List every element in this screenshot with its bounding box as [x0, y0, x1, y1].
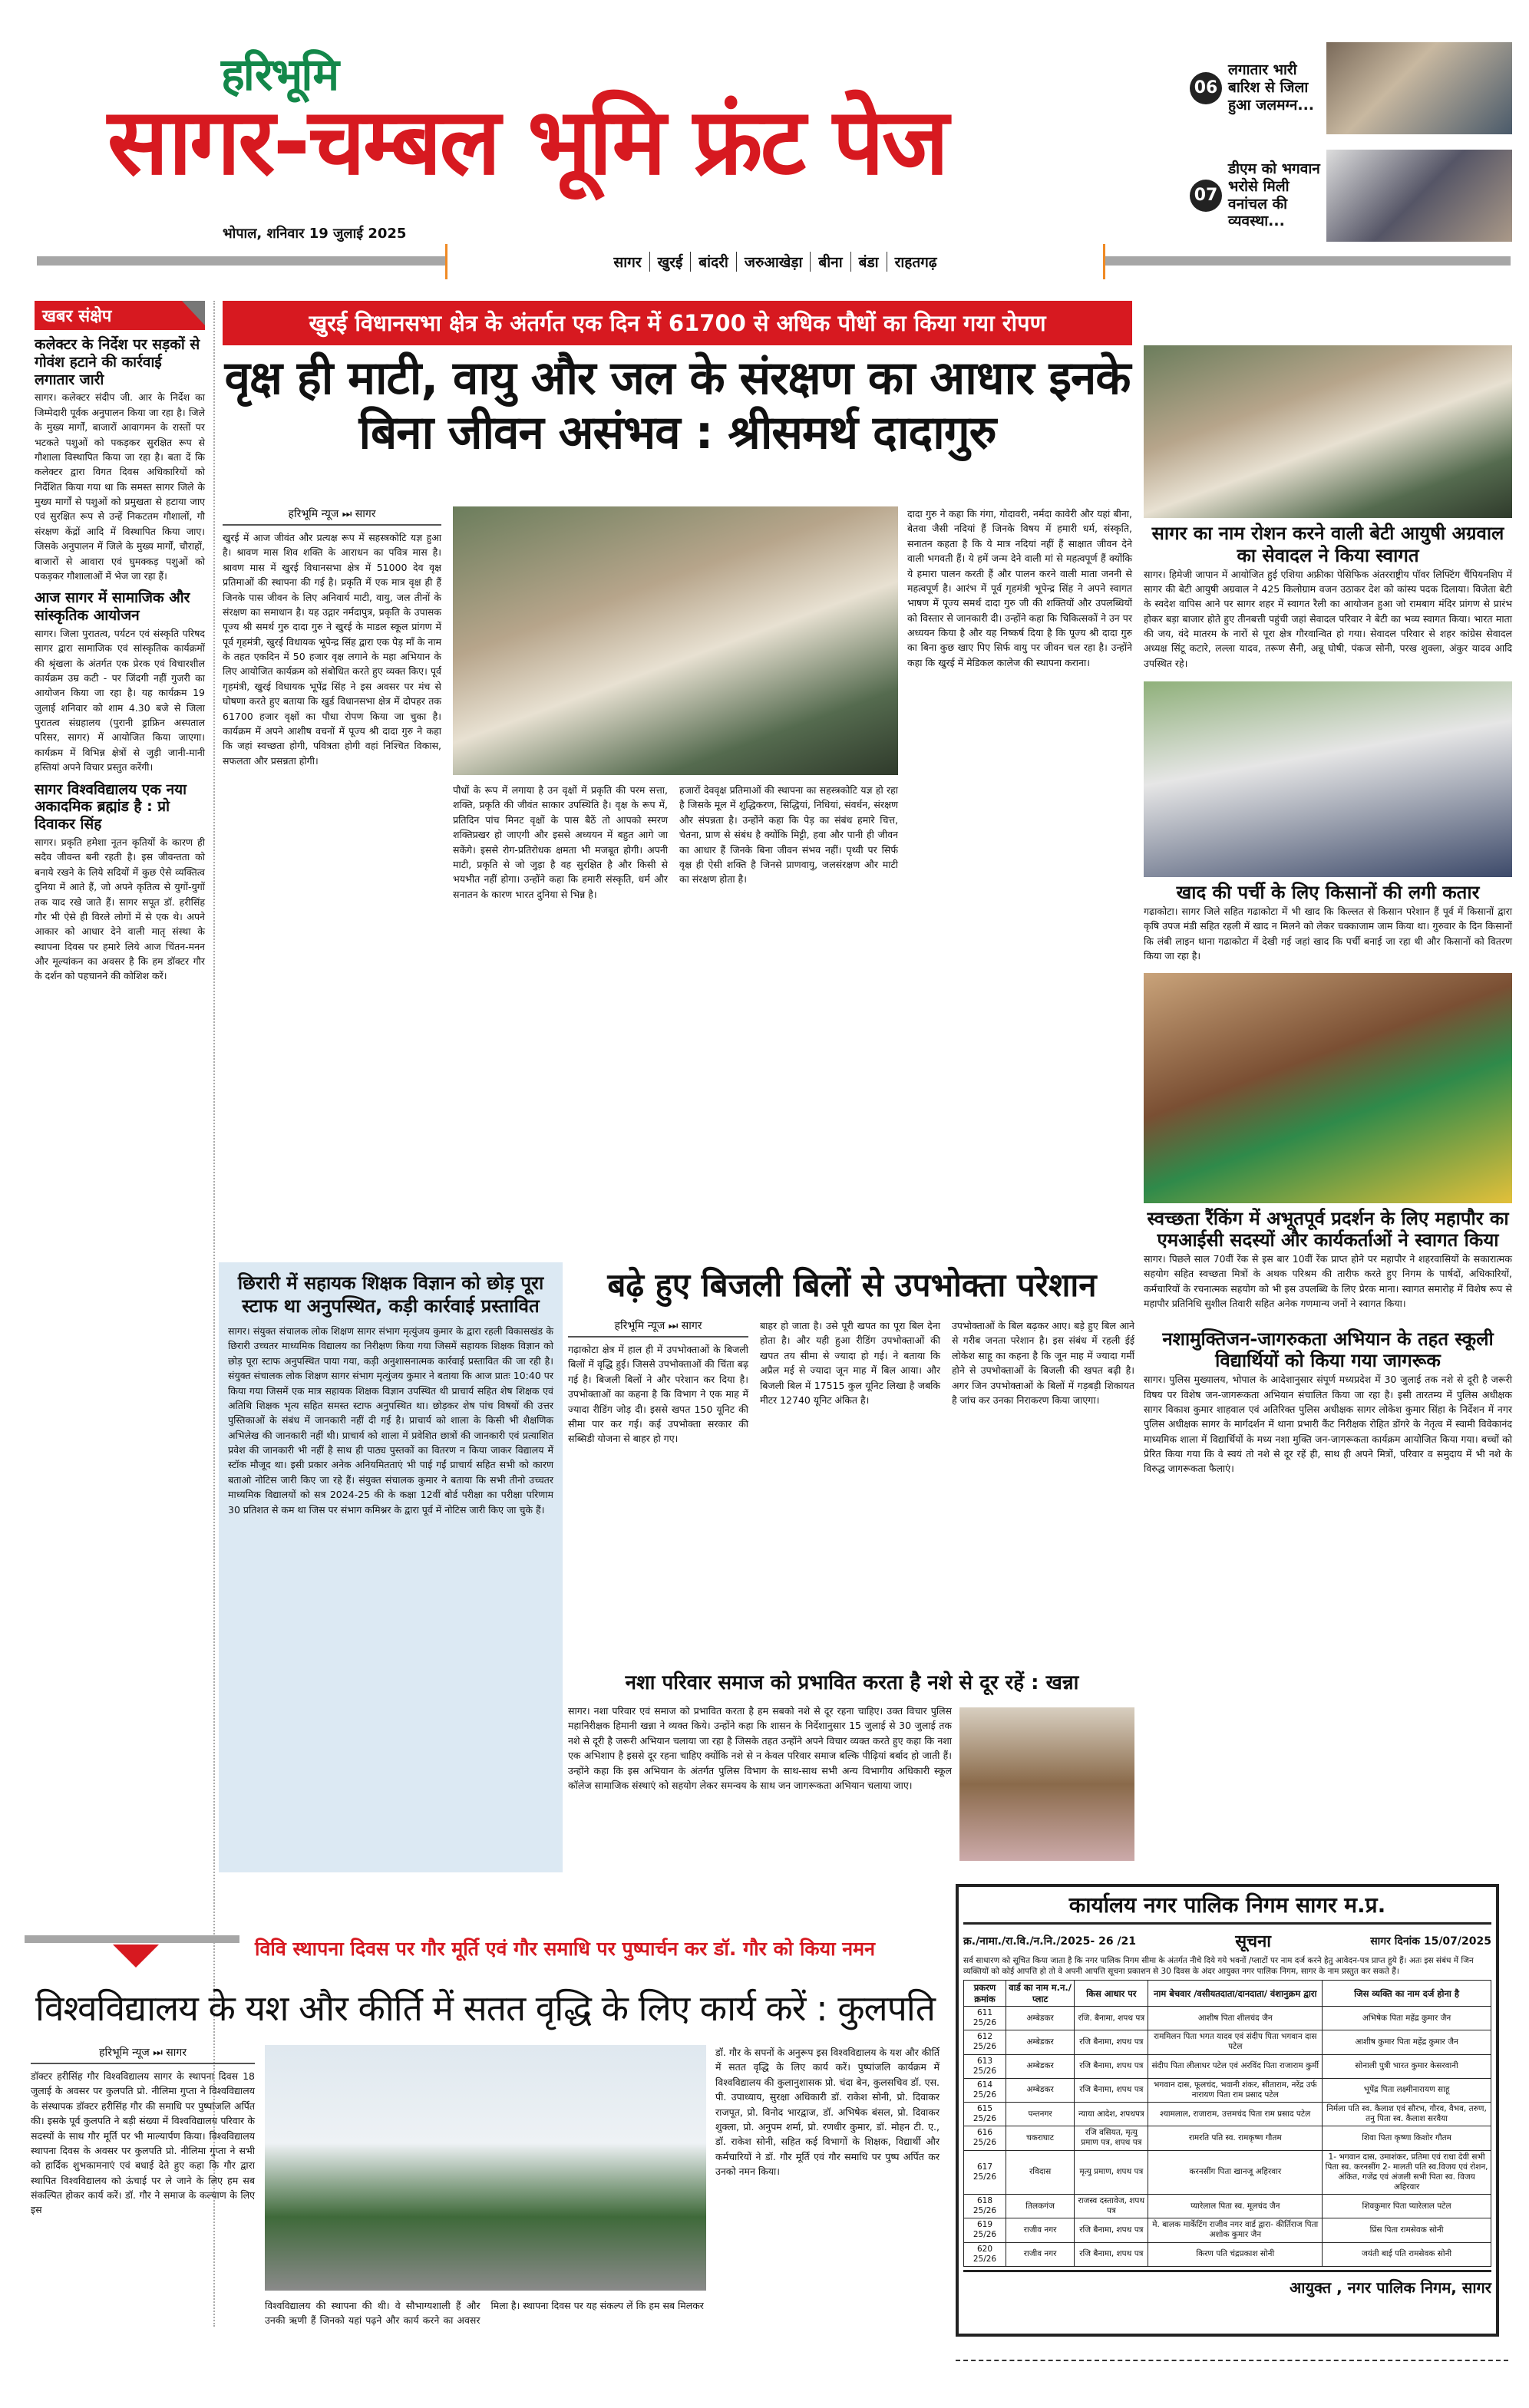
table-cell: अम्बेडकर [1006, 2030, 1074, 2054]
column-header: किस आधार पर [1075, 1981, 1148, 2007]
table-cell: सोनाली पुत्री भारत कुमार केसरवानी [1323, 2054, 1491, 2078]
table-row [964, 2078, 1491, 2102]
table-row [964, 2054, 1491, 2078]
table-row [964, 2103, 1491, 2126]
table-row [964, 2242, 1491, 2266]
story-body: उपभोक्ताओं के बिल बढ़कर आए। बड़े हुए बिल आने से गरीब जनता परेशान है। इस संबंध में रहली ईई लोकेश साहू का कहना है कि जून माह में ज्यादा गर्मी होने से उपभोक्ताओं के बिजली की खपत बढ़ी है। अगर जिन उपभोक्ताओं के बिलों में गड़बड़ी शिकायत है जांच कर उनका निराकरण किया जाएगा। [952, 1320, 1134, 1406]
story-headline: बढ़े हुए बिजली बिलों से उपभोक्ता परेशान [607, 1266, 1097, 1304]
table-cell: 618 25/26 [964, 2195, 1006, 2218]
story-headline: खाद की पर्ची के लिए किसानों की लगी कतार [1176, 882, 1480, 904]
story-body: सागर। नशा परिवार एवं समाज को प्रभावित करता है हम सबको नशे से दूर रहना चाहिए। उक्त विचार पुलिस महानिरीक्षक हिमानी खन्ना ने व्यक्त किये। उन्होंने कहा कि शासन के निर्देशानुसार 15 जुलाई से 30 जुलाई तक नशे से दूरी है जरूरी अभियान चलाया जा रहा है जिसके तहत उन्होंने अपने विचार व्यक्त करते हुए कहा कि नशा एक अभिशाप है इससे दूर रहना चाहिए क्योंकि नशे से न केवल परिवार समाज बल्कि पीढ़ियां बर्बाद हो जाती हैं। उन्होंने कहा कि इस अभियान के अंतर्गत पुलिस विभाग के साथ-साथ सभी अन्य विभागीय अधिकारी स्कूल कॉलेज सामाजिक संस्थाएं को सहयोग लेकर समन्वय के साथ जन जागरूकता अभियान चलाया जाए। [568, 1705, 952, 1791]
brief-body: सागर। प्रकृति हमेशा नूतन कृतियों के कारण ही सदैव जीवन्त बनी रहती है। इस जीवन्तता को बनाये रखने के लिये सदियों में कुछ ऐसे व्यक्तित्व दुनिया में आते हैं, जो अपने कृतित्व से युगों-युगों तक याद रखे जाते हैं। सागर सपूत डॉ. हरीसिंह गौर भी ऐसे ही विरले लोगों में से एक थे। अपने आकार को आधार देने वाली मातृ संस्था के स्थापना दिवस पर हमारे लिये आज चिंतन-मनन और मूल्यांकन का अवसर है कि हम डॉक्टर गौर के दर्शन को पहचानने की कोशिश करें। [35, 836, 205, 982]
nav-item-khurai[interactable]: खुरई [649, 252, 691, 272]
table-cell: रविदास [1006, 2150, 1074, 2195]
lead-headline: वृक्ष ही माटी, वायु और जल के संरक्षण का आधार इनके बिना जीवन असंभव : श्रीसमर्थ दादागुरु [224, 351, 1131, 460]
nav-item-jaruakheda[interactable]: जरुआखेड़ा [736, 252, 811, 272]
table-cell: न्याया आदेश, शपथपत्र [1075, 2103, 1148, 2126]
news-brief-column [35, 301, 205, 984]
table-cell: 613 25/26 [964, 2054, 1006, 2078]
table-cell: संदीप पिता लीलाधर पटेल एवं अरविंद पिता राजाराम कुर्मी [1148, 2054, 1323, 2078]
table-cell: 619 25/26 [964, 2218, 1006, 2242]
story-headline: छिरारी में सहायक शिक्षक विज्ञान को छोड़ पूरा स्टाफ था अनुपस्थित, कड़ी कार्रवाई प्रस्तावित [237, 1272, 544, 1317]
notice-date: सागर दिनांक 15/07/2025 [1370, 1935, 1491, 1948]
table-cell: रजि बैनामा, शपथ पत्र [1075, 2078, 1148, 2102]
story-headline: स्वच्छता रैंकिंग में अभूतपूर्व प्रदर्शन के लिए महापौर का एमआईसी सदस्यों और कार्यकर्ताओं ने स्वागत किया [1147, 1207, 1509, 1252]
story-body: डॉ. गौर के सपनों के अनुरूप इस विश्वविद्यालय के यश और कीर्ति में सतत वृद्धि के लिए कार्य करें। पुष्पांजलि कार्यक्रम में विश्वविद्यालय की कुलानुशासक प्रो. चंदा बेन, कुलसचिव डॉ. एस. पी. उपाध्याय, सुरक्षा अधिकारी डॉ. राकेश सोनी, प्रो. दिवाकर राजपूत, प्रो. विनोद भारद्वाज, डॉ. अभिषेक बंसल, प्रो. दिवाकर शुक्ला, प्रो. अनुपम शर्मा, प्रो. रणधीर कुमार, डॉ. मोहन टी. ए., डॉ. राकेश सोनी, सहित कई विभागों के शिक्षक, विद्यार्थी और कर्मचारियों ने डॉ. गौर मूर्ति एवं गौर समाधि पर पुष्प अर्पित कर उनको नमन किया। [715, 2047, 940, 2177]
table-cell: रजि. बैनामा, शपथ पत्र [1075, 2007, 1148, 2030]
table-cell: रजि बैनामा, शपथ पत्र [1075, 2054, 1148, 2078]
table-cell: करनसींग पिता खानजू अहिरवार [1148, 2150, 1323, 2195]
banner-bar [25, 1935, 239, 1943]
table-cell: प्यारेलाल पिता स्व. मूलचंद जैन [1148, 2195, 1323, 2218]
table-cell: 620 25/26 [964, 2242, 1006, 2266]
story-headline: विश्वविद्यालय के यश और कीर्ति में सतत वृद्धि के लिए कार्य करें : कुलपति [35, 1987, 935, 2029]
school-inspection-story [219, 1262, 563, 1872]
page-title: सागर-चम्बल भूमि फ्रंट पेज [107, 89, 947, 196]
table-cell: 1- भगवान दास, उमाशंकर, प्रतिमा एवं राधा देवी सभी पिता स्व. करनसींग 2- मालती पति स्व.विजय एवं रोशन, अंकित, गजेंद्र एवं अंजली सभी पिता स्व. विजय अहिरवार [1323, 2150, 1491, 2195]
table-cell: 612 25/26 [964, 2030, 1006, 2054]
section-label: खबर संक्षेप [35, 301, 205, 330]
story-headline: सागर का नाम रोशन करने वाली बेटी आयुषी अग्रवाल का सेवादल ने किया स्वागत [1151, 523, 1504, 566]
ig-khanna-photo [959, 1707, 1134, 1861]
table-cell: राजीव नगर [1006, 2242, 1074, 2266]
table-row [964, 2218, 1491, 2242]
table-row [964, 2150, 1491, 2195]
table-cell: 616 25/26 [964, 2126, 1006, 2150]
table-cell: चकराघाट [1006, 2126, 1074, 2150]
table-cell: तिलकगंज [1006, 2195, 1074, 2218]
column-header: वार्ड का नाम म.न./प्लाट [1006, 1981, 1074, 2007]
mayor-welcome-photo [1144, 973, 1512, 1203]
lead-kicker: खुरई विधानसभा क्षेत्र के अंतर्गत एक दिन में 61700 से अधिक पौधों का किया गया रोपण [223, 301, 1132, 345]
story-headline: नशा परिवार समाज को प्रभावित करता है नशे से दूर रहें : खन्ना [625, 1671, 1079, 1694]
story-body: बाहर हो जाता है। उसे पूरी खपत का पूरा बिल देना होता है। और यही हुआ रीडिंग उपभोक्ताओं की खपत तय सीमा से ज्यादा हो गई। ने बताया कि अप्रैल मई से ज्यादा जून माह में बिल आया। और बिजली बिल में 17515 कुल यूनिट लिखा है जबकि मीटर 12740 यूनिट अंकित है। [760, 1320, 940, 1406]
brief-headline: आज सागर में सामाजिक और सांस्कृतिक आयोजन [35, 589, 190, 625]
article-text: पौधों के रूप में लगाया है उन वृक्षों में प्रकृति की परम सत्ता, शक्ति, प्रकृति की जीवंत साकार उपस्थिति है। वृक्ष के रूप में, प्रतिदिन पांच मिनट वृक्षों के पास बैठें तो आपको स्मरण शक्तिप्रखर हो जाएगी और इससे अध्ययन में बहुत आगे जा सकेंगे। इससे रोग-प्रतिरोधक क्षमता भी मजबूत होगी। अपनी माटी, प्रकृति से जो जुड़ा है वह सुरक्षित है और किसी से भयभीत नहीं होगा। उन्होंने कहा कि हमारी संस्कृति, धर्म और सनातन के कारण भारत दुनिया से भिन्न है। [453, 784, 668, 900]
story-body: गढाकोटा। सागर जिले सहित गढाकोटा में भी खाद कि किल्लत से किसान परेशान हैं पूर्व में किसानों द्वारा कृषि उपज मंडी सहित रहली में खाद न मिलने को लेकर चक्काजाम जाम किया था। गुरुवार के दिन किसानों कि लंबी लाइन थाना गढाकोटा में देखी गई जहां खाद कि पर्ची बनाई जा रहा थी और किसानों को वितरण किया जा रहा है। [1144, 905, 1512, 962]
table-cell: रजि वसियत, मृत्यु प्रमाण पत्र, शपथ पत्र [1075, 2126, 1148, 2150]
byline: हरिभूमि न्यूज ⏭ सागर [568, 1318, 748, 1338]
table-cell: रामरति पति स्व. रामकृष्ण गौतम [1148, 2126, 1323, 2150]
table-cell: 611 25/26 [964, 2007, 1006, 2030]
story-body: गढ़ाकोटा क्षेत्र में हाल ही में उपभोक्ताओं के बिजली बिलों में वृद्धि हुई। जिससे उपभोक्ताओं की चिंता बढ़ गई है। बिजली बिलों ने और परेशान कर दिया है। उपभोक्ताओं का कहना है कि विभाग ने एक माह में ज्यादा रीडिंग जोड़ दी। इससे खपत 150 यूनिट की सीमा पार कर गई। कई उपभोक्ता सरकार की सब्सिडी योजना से बाहर हो गए। [568, 1344, 748, 1445]
nav-item-bandri[interactable]: बांदरी [690, 252, 736, 272]
table-cell: रजि बैनामा, शपथ पत्र [1075, 2030, 1148, 2054]
ayushi-welcome-photo [1144, 345, 1512, 518]
story-body: सागर। पिछले साल 70वीं रेंक से इस बार 10वीं रेंक प्राप्त होने पर महापौर ने शहरवासियों के सकारात्मक सहयोग सहित स्वच्छता मित्रों के अथक परिश्रम की तारीफ करते हुए निगम के पार्षदों, अधिकारियों, कर्मचारियों के रचनात्मक सहयोग को भी इस उपलब्धि के लिए प्रेरक माना। स्वागत समारोह में विशेष रूप से महापौर प्रतिनिधि सुशील तिवारी सहित अनेक गणमान्य जनों ने स्वागत किया। [1144, 1253, 1512, 1310]
table-cell: जयंती बाई पति रामसेवक सोनी [1323, 2242, 1491, 2266]
table-cell: भूपेंद्र पिता लक्ष्मीनारायण साहू [1323, 2078, 1491, 2102]
tree-planting-photo [453, 506, 898, 775]
table-cell: अम्बेडकर [1006, 2007, 1074, 2030]
teaser-text: डीएम को भगवान भरोसे मिली वनांचल की व्यवस्था... [1228, 160, 1320, 230]
byline: हरिभूमि न्यूज ⏭ सागर [223, 506, 441, 526]
page-number-badge: 07 [1190, 180, 1222, 212]
teaser-photo [1326, 150, 1512, 242]
story-body: सागर। संयुक्त संचालक लोक शिक्षण सागर संभाग मृत्युंजय कुमार के द्वारा रहली विकासखंड के छिरारी उच्चतर माध्यमिक विद्यालय का निरीक्षण किया गया जिसमें सहायक शिक्षक विज्ञान को छोड़ पूरा स्टाफ अनुपस्थित पाया गया, कड़ी अनुशासनात्मक कार्रवाई प्रस्तावित की जा रही है। संयुक्त संचालक लोक शिक्षण सागर संभाग मृत्युंजय कुमार ने बताया कि आज प्रातः 10:40 पर किया गया जिसमें एक मात्र सहायक शिक्षक विज्ञान उपस्थित थी प्राचार्य सहित शेष शिक्षक एवं अतिथि शिक्षक भृत्य सहित समस्त स्टाफ अनुपस्थित था। छोड़कर शेष पांच विषयों की उत्तर पुस्तिकाओं के संबंध में जानकारी नहीं दी गई है। प्राचार्य को शाला के किसी भी शैक्षणिक अभिलेख की जानकारी नहीं थी। प्राचार्य को शाला में प्रवेशित छात्रों की जानकारी एवं प्रत्याशित प्रवेश की जानकारी भी नहीं है साथ ही पाठ्य पुस्तकों का वितरण न किया जाकर विद्यालय में स्टॉक मौजूद था। इसी प्रकार अनेक अनियमितताएं भी पाई गईं प्राचार्य सहित सभी को कारण बताओ नोटिस जारी किए जा रहे हैं। संयुक्त संचालक कुमार ने बताया कि सभी तीनो उच्चतर माध्यमिक विद्यालयों को सत्र 2024-25 की के कक्षा 12वीं बोर्ड परीक्षा का परीक्षा परिणाम 30 प्रतिशत से कम था जिस पर संभाग कमिश्नर के द्वारा पूर्व में नोटिस जारी किए जा चुके हैं। [228, 1325, 553, 1516]
dateline: भोपाल, शनिवार 19 जुलाई 2025 [223, 226, 407, 242]
nav-item-rahatgarh[interactable]: राहतगढ़ [887, 252, 945, 272]
teaser-item[interactable] [1190, 40, 1512, 136]
column-header: नाम बेचवार /वसीयतदाता/दानदाता/ वंशानुक्रम द्वारा [1148, 1981, 1323, 2007]
notice-ref: क्र./नामा./रा.वि./न.नि./2025- 26 /21 [963, 1935, 1137, 1948]
table-cell: राममिलन पिता भगत यादव एवं संदीप पिता भगवान दास पटेल [1148, 2030, 1323, 2054]
story-kicker: विवि स्थापना दिवस पर गौर मूर्ति एवं गौर समाधि पर पुष्पार्चन कर डॉ. गौर को किया नमन [255, 1938, 876, 1960]
brief-headline: कलेक्टर के निर्देश पर सड़कों से गोवंश हटाने की कार्रवाई लगातार जारी [35, 336, 200, 388]
table-cell: शिवा पिता कृष्णा किशोर गौतम [1323, 2126, 1491, 2150]
table-cell: 615 25/26 [964, 2103, 1006, 2126]
table-row [964, 2126, 1491, 2150]
table-cell: किरण पति चंद्रप्रकाश सोनी [1148, 2242, 1323, 2266]
story-body: सागर। हिमेजी जापान में आयोजित हुई एशिया अफ्रीका पेसिफिक अंतरराष्ट्रीय पॉवर लिफ्टिंग चैंपियनशिप में सागर की बेटी आयुषी अग्रवाल ने 425 किलोग्राम वजन उठाकर देश को कांस्य पदक दिलाया। विजेता बेटी के स्वदेश वापिस आने पर सागर शहर में स्वागत रैली का आयोजन हुआ जो रामबाग मंदिर प्रांगण से प्रारंभ होकर बड़ा बाजार होते हुए तीनबत्ती पहुंची जहां सेवादल परिवार ने बेटी का भव्य स्वागत किया। भारत माता की जय, वंदे मातरम के नारों से पूरा क्षेत्र गौरवान्वित हो गया। सेवादल परिवार से शहर कांग्रेस सेवादल अध्यक्ष सिंटू कटारे, लल्ला यादव, तरूण सैनी, अन्नू घोषी, पंकज सोनी, परख शुक्ला, अंकुर यादव आदि उपस्थित रहे। [1144, 568, 1512, 669]
nav-item-sagar[interactable]: सागर [613, 254, 642, 271]
notice-office: कार्यालय नगर पालिक निगम सागर म.प्र. [963, 1890, 1491, 1925]
table-row [964, 2007, 1491, 2030]
story-headline: नशामुक्तिजन-जागरुकता अभियान के तहत स्कूली विद्यार्थियों को किया गया जागरूक [1162, 1328, 1494, 1372]
municipal-notice [956, 1884, 1499, 2337]
page-number-badge: 06 [1190, 72, 1222, 104]
story-body: डॉक्टर हरीसिंह गौर विश्वविद्यालय सागर के स्थापना दिवस 18 जुलाई के अवसर पर कुलपति प्रो. नीलिमा गुप्ता ने विश्वविद्यालय के संस्थापक डॉक्टर हरीसिंह गौर की समाधि पर पुष्पांजलि अर्पित की। इसके पूर्व कुलपति ने बड़ी संख्या में विश्वविद्यालय परिवार के सदस्यों के साथ गौर मूर्ति पर भी माल्यार्पण किया। विश्वविद्यालय स्थापना दिवस के अवसर पर कुलपति प्रो. नीलिमा गुप्ता ने सभी को हार्दिक शुभकामनाएं एवं बधाई देते हुए कहा कि गौर द्वारा स्थापित विश्वविद्यालय को ऊंचाई पर ले जाने के लिए हम सब संकल्पित होकर कार्य करें। डॉ. गौर ने समाज के कल्याण के लिए इस [31, 2070, 255, 2216]
teaser-item[interactable] [1190, 147, 1512, 243]
table-cell: आशीष कुमार पिता महेंद्र कुमार जैन [1323, 2030, 1491, 2054]
table-cell: भगवान दास, फूलचंद, भवानी शंकर, सीताराम, नरेंद्र उर्फ नारायण पिता राम प्रसाद पटेल [1148, 2078, 1323, 2102]
table-cell: रजि बैनामा, शपथ पत्र [1075, 2242, 1148, 2266]
table-cell: राजीव नगर [1006, 2218, 1074, 2242]
article-text: दादा गुरु ने कहा कि गंगा, गोदावरी, नर्मदा कावेरी और यहां बीना, बेतवा जैसी नदियां हैं जिनके विषय में हमारी धर्म, संस्कृति, सनातन कहता है कि ये मात्र नदियां नहीं हैं साक्षात जीवन देने वाली भगवती हैं। ये हमें जन्म देने वाली मां से महत्वपूर्ण हैं क्योंकि ये हमारा पालन करती हैं और पालन करने वाली माता जननी से महत्वपूर्ण है। आरंभ में पूर्व गृहमंत्री भूपेन्द्र सिंह ने अपने स्वागत भाषण में पूज्य समर्थ दादा गुरु जी की शक्तियों और उपलब्धियों को विस्तार से जानकारी दी। उन्होंने कहा कि चिकित्सकों ने उन पर अध्ययन किया है और यह निष्कर्ष दिया है कि पूज्य श्री दादा गुरु का बिना कुछ खाए पिए सिर्फ वायु पर जीवन चल रहा है। उन्होंने कहा कि खुरई में मेडिकल कालेज की स्थापना कराना। [907, 508, 1132, 668]
notice-text: सर्व साधारण को सूचित किया जाता है कि नगर पालिक निगम सीमा के अंतर्गत नीचे दिये गये भवनों /प्लाटों पर नाम दर्ज करने हेतु आवेदन-पत्र प्राप्त हुये हैं। अतः इस संबंध में जिन व्यक्तियों को कोई आपत्ति हो तो वे अपनी आपत्ति सूचना प्रकाशन से 30 दिवस के अंदर आयुक्त नगर पालिक निगम, सागर के नाम प्रस्तुत कर सकते हैं। [963, 1956, 1474, 1977]
byline: हरिभूमि न्यूज ⏭ सागर [31, 2045, 255, 2064]
column-header: जिस व्यक्ति का नाम दर्ज होना है [1323, 1981, 1491, 2007]
column-header: प्रकरण क्रमांक [964, 1981, 1006, 2007]
table-cell: आशीष पिता शीलचंद जैन [1148, 2007, 1323, 2030]
story-body: सागर। पुलिस मुख्यालय, भोपाल के आदेशानुसार संपूर्ण मध्यप्रदेश में 30 जुलाई तक नशे से दूरी है जरूरी विषय पर विशेष जन-जागरूकता अभियान संचालित किया जा रहा है। इसी तारतम्य में पुलिस अधीक्षक सागर विकाश कुमार शाहवाल एवं अतिरिक्त पुलिस अधीक्षक सागर लोकेश कुमार सिंहा के निर्देशन में नगर पुलिस अधीक्षक सागर के मार्गदर्शन में थाना प्रभारी कैंट निरीक्षक रोहित डोंगरे के नेतृत्व में स्वामी विवेकानंद माध्यमिक शाला में विद्यार्थियों के मध्य नशा मुक्ति जन-जागरूकता कार्यक्रम आयोजित किया गया। बच्चों को प्रेरित किया गया कि वे स्वयं तो नशे से दूर रहें ही, साथ ही अपने मित्रों, परिवार व समुदाय में भी नशे के विरुद्ध जागरूकता फैलाएं। [1144, 1374, 1512, 1475]
notice-signature: आयुक्त , नगर पालिक निगम, सागर [963, 2270, 1491, 2297]
brief-headline: सागर विश्वविद्यालय एक नया अकादमिक ब्रह्मांड है : प्रो दिवाकर सिंह [35, 780, 187, 833]
table-cell: अम्बेडकर [1006, 2054, 1074, 2078]
notice-title: सूचना [1235, 1932, 1271, 1951]
nav-item-bina[interactable]: बीना [810, 252, 850, 272]
right-column [1144, 345, 1512, 1476]
table-row [964, 2195, 1491, 2218]
table-cell: मे. बालक मार्केटिंग राजीव नगर वार्ड द्वारा- कीर्तिराज पिता अशोक कुमार जैन [1148, 2218, 1323, 2242]
farmers-queue-photo [1144, 681, 1512, 877]
table-cell: राजस्व दस्तावेज, शपथ पत्र [1075, 2195, 1148, 2218]
nav-item-banda[interactable]: बंडा [850, 252, 887, 272]
table-cell: प्रिंस पिता रामसेवक सोनी [1323, 2218, 1491, 2242]
table-cell: 614 25/26 [964, 2078, 1006, 2102]
table-cell: 617 25/26 [964, 2150, 1006, 2195]
article-text: हजारों देववृक्ष प्रतिमाओं की स्थापना का सहस्त्रकोटि यज्ञ हो रहा है जिसके मूल में शुद्धिकरण, सिद्धियां, निधियां, संवर्धन, संरक्षण और संपन्नता है। उन्होंने कहा कि पेड़ का संबंध हमारे चित्त, चेतना, प्राण से संबंध है क्योंकि मिट्टी, हवा और पानी ही जीवन का आधार हैं जिनके बिना जीवन संभव नहीं। पृथ्वी पर सिर्फ वृक्ष ही ऐसी शक्ति है जिनसे प्राणवायु, जलसंरक्षण और माटी का संरक्षण होता है। [679, 784, 898, 886]
table-row [964, 2030, 1491, 2054]
table-cell: रजि बैनामा, शपथ पत्र [1075, 2218, 1148, 2242]
city-nav [445, 244, 1105, 279]
table-cell: अम्बेडकर [1006, 2078, 1074, 2102]
teaser-text: लगातार भारी बारिश से जिला हुआ जलमग्न... [1228, 61, 1315, 114]
table-cell: मृत्यु प्रमाण, शपथ पत्र [1075, 2150, 1148, 2195]
table-cell: शिवकुमार पिता प्यारेलाल पटेल [1323, 2195, 1491, 2218]
article-text: खुरई में आज जीवंत और प्रत्यक्ष रूप में सहस्त्रकोटि यज्ञ हुआ है। श्रावण मास शिव शक्ति के आराधन का पवित्र मास है। श्रावण मास में खुरई विधानसभा क्षेत्र में 51000 देव वृक्ष प्रतिमाओं की स्थापना की गई है। प्रकृति में एक मात्र वृक्ष ही हैं जिनके पास जीवन के लिए अनिवार्य माटी, वायु, जल तीनों के संरक्षण का समाधान है। यह उद्गार नर्मदापुत्र, प्रकृति के उपासक पूज्य श्री समर्थ गुरु दादा गुरु ने खुरई के माडल स्कूल प्रांगण में पूर्व गृहमंत्री, खुरई विधायक भूपेन्द्र सिंह द्वारा एक पेड़ माँ के नाम के तहत एकदिन में 50 हजार वृक्ष लगाने के महा अभियान के लिए आयोजित कार्यक्रम को संबोधित करते हुए व्यक्त किए। पूर्व गृहमंत्री, खुरई विधायक भूपेंद्र सिंह ने इस अवसर पर मंच से घोषणा करते हुए बताया कि खुर्ड विधानसभा क्षेत्र में दोपहर तक 61700 हजार वृक्षों का पौधा रोपण किया जा चुका है। कार्यक्रम में अपने आशीष वचनों में पूज्य श्री दादा गुरु ने कहा कि जहां स्वच्छता होगी, पवित्रता होगी वहां निश्चित विकास, सफलता और प्रसन्नता होगी। [223, 532, 441, 767]
table-cell: पन्तनगर [1006, 2103, 1074, 2126]
cut-line [956, 2360, 1508, 2361]
newspaper-logo: हरिभूमि [221, 48, 338, 101]
table-cell: श्यामलाल, राजाराम, उत्तमचंद पिता राम प्रसाद पटेल [1148, 2103, 1323, 2126]
notice-table [963, 1980, 1491, 2267]
table-cell: अभिषेक पिता महेंद्र कुमार जैन [1323, 2007, 1491, 2030]
chevron-down-icon [113, 1945, 159, 1968]
gaur-statue-photo [265, 2045, 706, 2291]
table-cell: निर्मला पति स्व. कैलाश एवं सौरभ, गौरव, वैभव, तरुण, तनु पिता स्व. कैलाश सरवैया [1323, 2103, 1491, 2126]
brief-body: सागर। जिला पुरातत्व, पर्यटन एवं संस्कृति परिषद सागर द्वारा सामाजिक एवं सांस्कृतिक कार्यक्रमों की श्रृंखला के अंतर्गत एक प्रेरक एवं विचारशील कार्यक्रम उम्र कटी - पर जिंदगी नहीं गुजरी का आयोजन किया जा रहा है। यह कार्यक्रम 19 जुलाई शनिवार को शाम 4.30 बजे से जिला पुरातत्व संग्रहालय (पुरानी ड्राफ्रिन अस्पताल परिसर, सागर) में आयोजित किया जाएगा। कार्यक्रम में विभिन्न क्षेत्रों से जुड़ी जानी-मानी हस्तियां अपने विचार प्रस्तुत करेंगी। [35, 627, 205, 774]
story-body: विश्वविद्यालय की स्थापना की थी। वे सौभाग्यशाली हैं और उनकी ऋणी हैं जिनको यहां पढ़ने और कार्य करने का अवसर मिला है। स्थापना दिवस पर यह संकल्प लें कि हम सब मिलकर [265, 2300, 704, 2327]
brief-body: सागर। कलेक्टर संदीप जी. आर के निर्देश का जिम्मेदारी पूर्वक अनुपालन किया जा रहा है। जिले के मुख्य मार्गों, बाजारों आवागमन के रास्तों पर भटकते पशुओं को पकड़कर सुरक्षित रूप से गौशाला विस्थापित किया जा रहा है। बता दें कि कलेक्टर द्वारा विगत दिवस अधिकारियों को निर्देशित किया गया था कि समस्त सागर जिले के मुख्य मार्गों से पशुओं को प्रमुखता से हटाया जाए एवं सुरक्षित रूप से उन्हें निकटतम गौशालों, गौ संरक्षण केंद्रों आदि में विस्थापित किया जाए। जिसके अनुपालन में जिले के मुख्य मार्गों, चौराहों, बाजारों से आवारा एवं घुमक्कड़ पशुओं को पकड़कर गौशालाओं में भेज जा रहा हैं। [35, 391, 205, 582]
teaser-photo [1326, 42, 1512, 134]
gaur-kicker-banner [25, 1935, 946, 1966]
